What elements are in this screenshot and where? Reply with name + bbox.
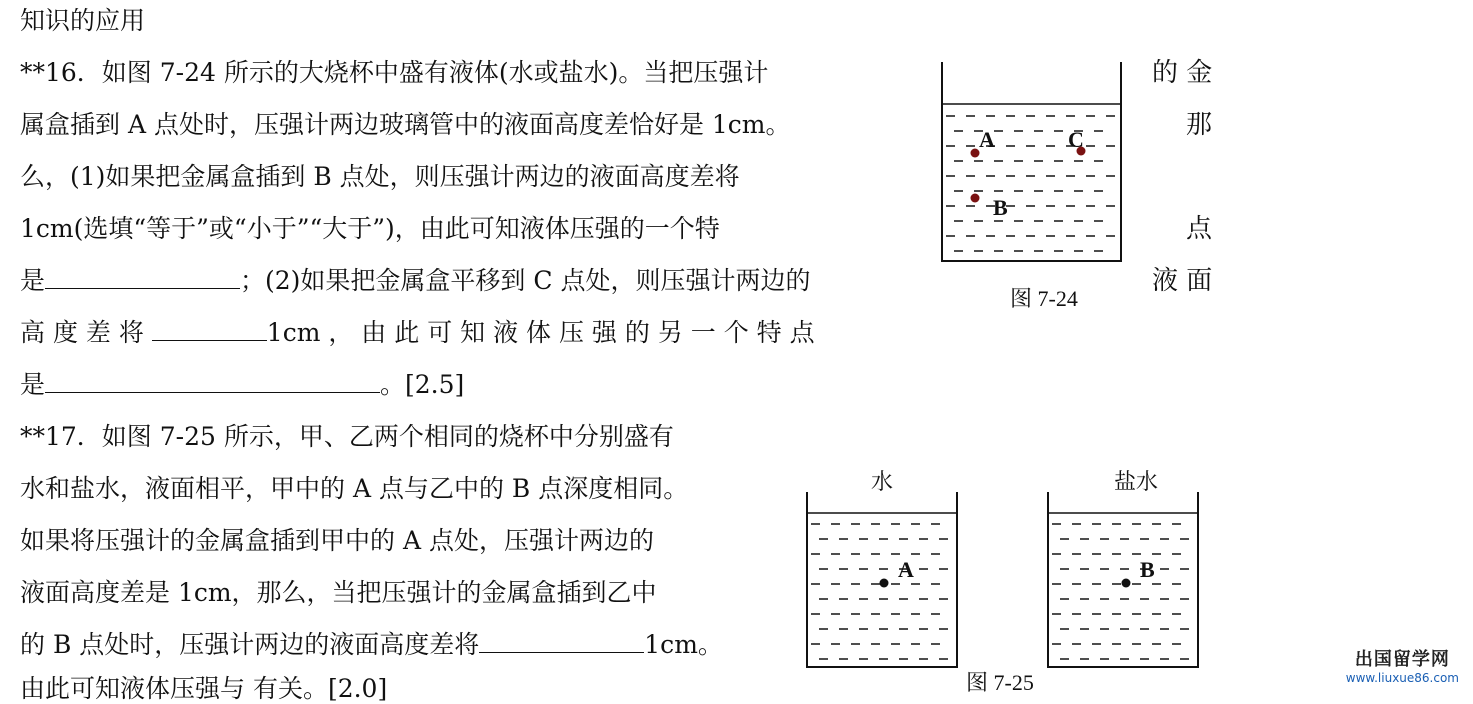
q16-line-6-end: 1cm ， 由 此 可 知 液 体 压 强 的 另 一 个 特 点 [266,318,815,347]
point-b-dot [1122,579,1131,588]
label-b: B [1140,557,1155,582]
q17-line-5-start: 的 B 点处时，压强计两边的液面高度差将 [20,630,480,659]
q17-line-5-end: 1cm。 [644,630,723,659]
figure-caption-7-25: 图 7-25 [966,670,1034,695]
q17-line-1: **17．如图 7-25 所示，甲、乙两个相同的烧杯中分别盛有 [20,422,674,451]
point-a-dot [880,579,889,588]
label-a: A [898,557,914,582]
point-b-dot [971,194,980,203]
q17-line-3: 如果将压强计的金属盒插到甲中的 A 点处，压强计两边的 [20,526,654,555]
section-heading: 知识的应用 [20,6,146,35]
q16-line-7-end: 。[2.5] [380,370,465,399]
label-a: A [979,127,995,152]
label-b: B [993,195,1008,220]
watermark-url: www.liuxue86.com [1345,671,1459,685]
beaker-water [807,492,957,667]
q16-wrap-fragment: 点 [1186,214,1213,244]
figure-caption-7-24: 图 7-24 [1010,286,1078,311]
beaker-brine [1048,492,1198,667]
watermark-name: 出国留学网 [1354,649,1450,670]
q16-line-6-start: 高 度 差 将 [20,318,144,347]
q16-line-4: 1cm(选填“等于”或“小于”“大于”)，由此可知液体压强的一个特 [20,214,720,243]
q16-line-2: 属盒插到 A 点处时，压强计两边玻璃管中的液面高度差恰好是 1cm。 [20,110,791,139]
label-c: C [1068,127,1084,152]
label-water: 水 [871,469,894,494]
q17-line-4: 液面高度差是 1cm，那么，当把压强计的金属盒插到乙中 [20,578,657,607]
q16-wrap-fragment: 那 [1186,110,1213,140]
q16-line-5-start: 是 [20,266,46,295]
q17-line-2: 水和盐水，液面相平，甲中的 A 点与乙中的 B 点深度相同。 [20,474,689,503]
q16-line-5-end: ；(2)如果把金属盒平移到 C 点处，则压强计两边的 [240,266,811,295]
q16-wrap-fragment: 液 面 [1152,266,1213,296]
label-brine: 盐水 [1114,469,1159,494]
q16-line-3: 么，(1)如果把金属盒插到 B 点处，则压强计两边的液面高度差将 [20,162,740,191]
q16-line-7-start: 是 [20,370,46,399]
watermark-logo [1346,645,1459,685]
beaker-7-24 [942,62,1121,261]
q17-line-6: 由此可知液体压强与 有关。[2.0] [20,674,388,703]
q16-wrap-fragment: 的 金 [1152,58,1213,88]
q16-line-1: **16．如图 7-24 所示的大烧杯中盛有液体(水或盐水)。当把压强计 [20,58,769,87]
